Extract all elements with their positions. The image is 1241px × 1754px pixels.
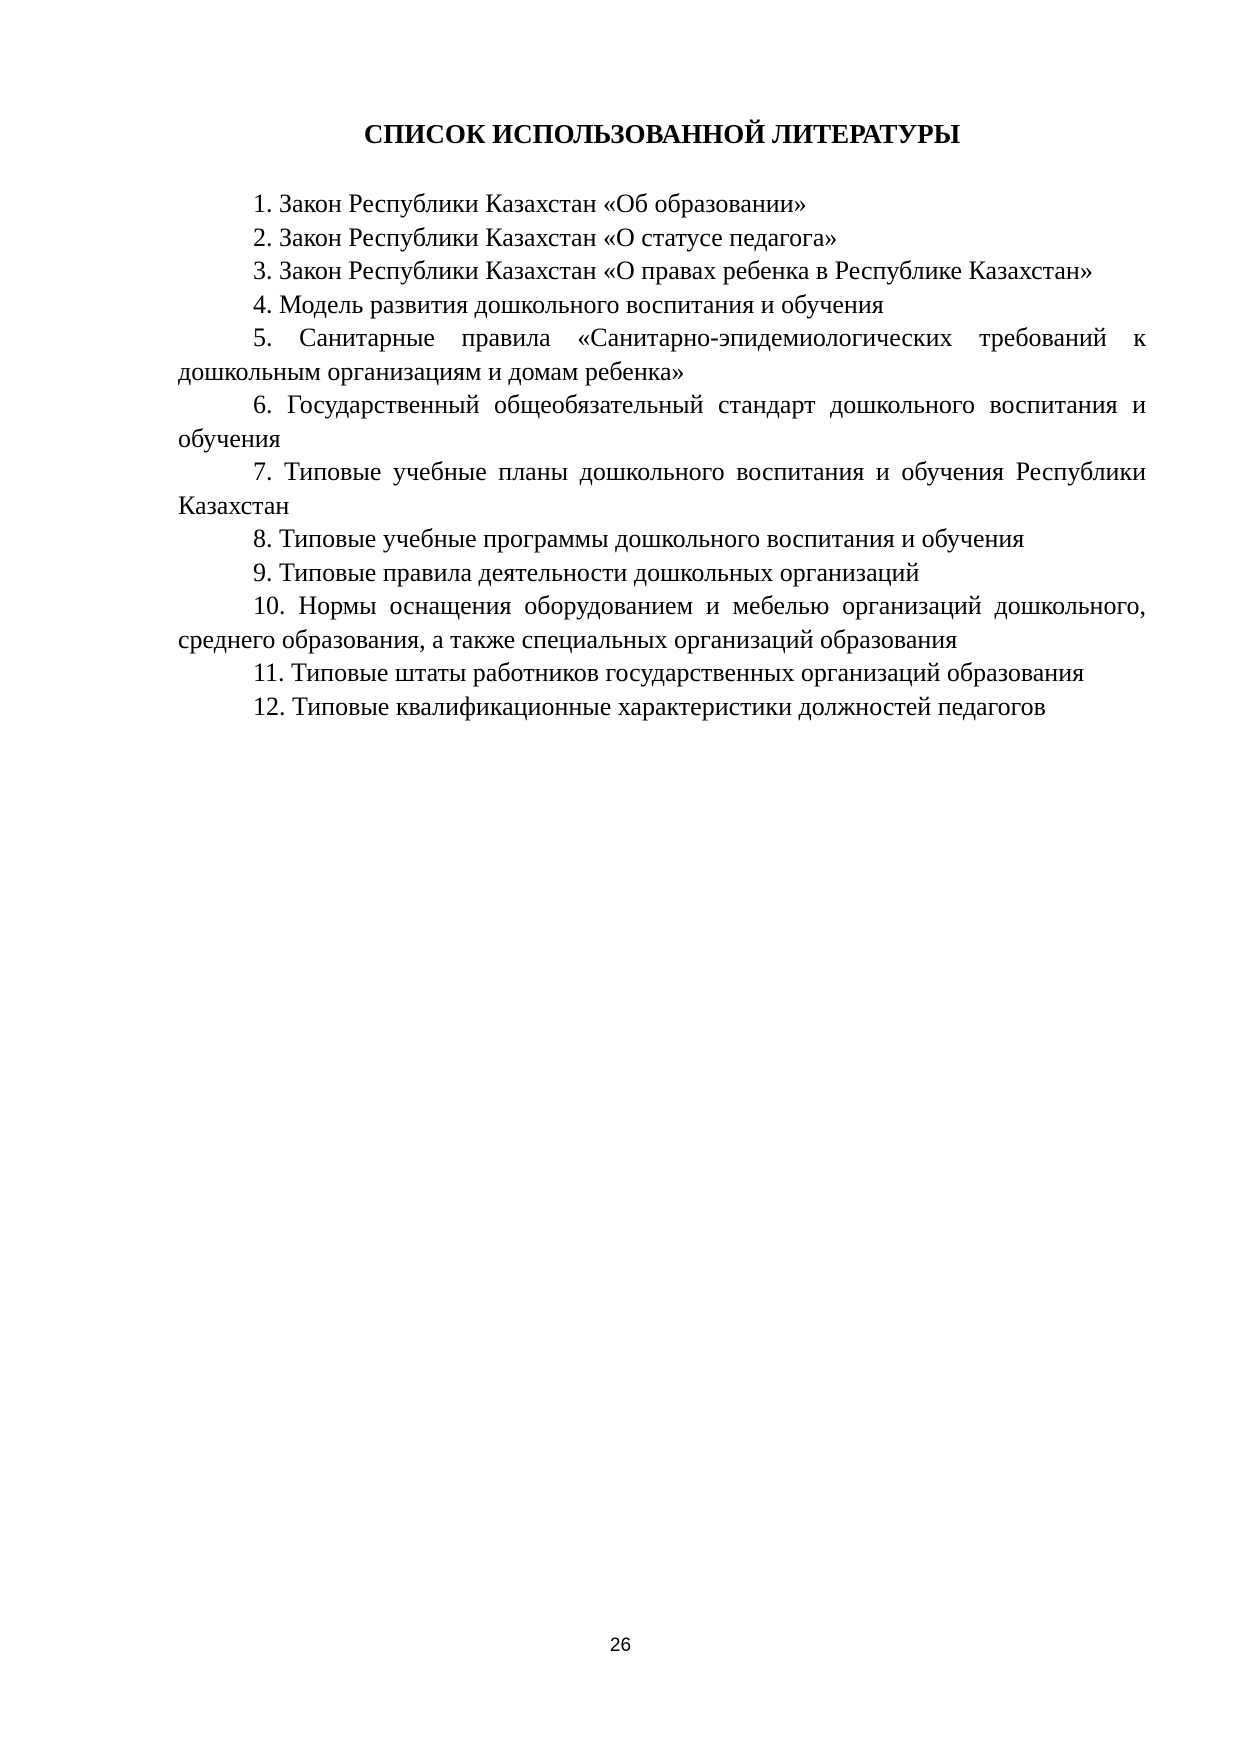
page-title: СПИСОК ИСПОЛЬЗОВАННОЙ ЛИТЕРАТУРЫ [363, 119, 961, 149]
reference-list [178, 187, 1146, 723]
reference-item: 4. Модель развития дошкольного воспитания и обучения [253, 289, 884, 319]
reference-item: 7. Типовые учебные планы дошкольного воспитания и обучения Республики Казахстан [178, 457, 1146, 520]
reference-item: 12. Типовые квалификационные характеристики должностей педагогов [253, 691, 1046, 721]
reference-item: 10. Нормы оснащения оборудованием и мебелью организаций дошкольного, среднего образования, а также специальных организаций образования [178, 591, 1146, 654]
reference-item: 11. Типовые штаты работников государственных организаций образования [253, 658, 1085, 687]
reference-item: 3. Закон Республики Казахстан «О правах ребенка в Республике Казахстан» [253, 256, 1093, 285]
reference-item: 5. Санитарные правила «Санитарно-эпидемиологических требований к дошкольным организациям и домам ребенка» [178, 323, 1146, 386]
reference-item: 6. Государственный общеобязательный стандарт дошкольного воспитания и обучения [178, 390, 1146, 453]
reference-item: 8. Типовые учебные программы дошкольного воспитания и обучения [253, 524, 1025, 553]
reference-item: 9. Типовые правила деятельности дошкольных организаций [253, 557, 920, 587]
page-number: 26 [609, 1635, 632, 1656]
reference-item: 1. Закон Республики Казахстан «Об образовании» [253, 189, 807, 218]
reference-item: 2. Закон Республики Казахстан «О статусе педагога» [253, 222, 838, 252]
